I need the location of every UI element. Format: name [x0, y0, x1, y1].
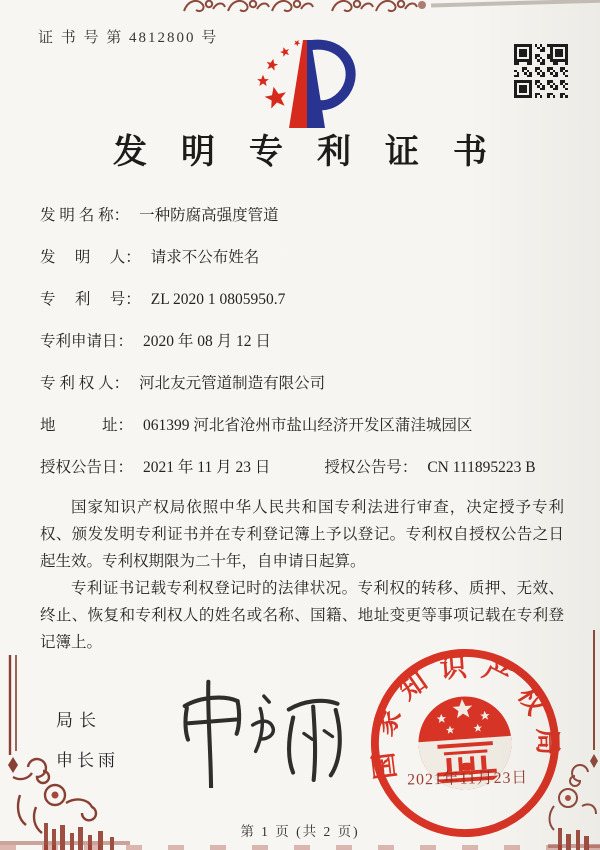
director-name-label: 申长雨 — [56, 751, 119, 770]
field-value: 061399 河北省沧州市盐山经济开发区蒲洼城园区 — [143, 417, 473, 434]
qr-code — [514, 44, 568, 98]
legal-text — [40, 494, 564, 656]
official-seal — [359, 637, 570, 848]
field-label: 授权公告号： — [324, 459, 418, 476]
top-border-ornament — [182, 0, 438, 14]
field-label: 专 利 号： — [40, 291, 141, 308]
field-value: CN 111895223 B — [427, 459, 536, 476]
photo-edge-artifact — [431, 0, 600, 7]
seal-ring-text: 国家知识产权局 — [366, 651, 564, 781]
field-application-date — [40, 329, 566, 355]
field-patent-number — [40, 287, 566, 313]
seal-date-text: 2021年11月23日 — [407, 769, 529, 789]
field-label: 专利申请日： — [40, 333, 134, 350]
director-title-label: 局长 — [56, 711, 102, 730]
director-signature — [168, 676, 348, 788]
certificate-title: 发明专利证书 — [113, 134, 521, 171]
field-label: 发 明 人： — [40, 249, 141, 266]
field-patentee — [40, 371, 566, 397]
field-invention-name — [40, 203, 566, 229]
field-value: 2021 年 11 月 23 日 — [143, 459, 271, 476]
cnipa-logo — [246, 36, 368, 132]
field-label: 发 明 名 称： — [40, 207, 130, 224]
certificate-number: 证 书 号 第 4812800 号 — [38, 30, 219, 46]
legal-paragraph-2: 专利证书记载专利权登记时的法律状况。专利权的转移、质押、无效、终止、恢复和专利权人的姓名或名称、国籍、地址变更等事项记载在专利登记簿上。 — [40, 580, 564, 651]
field-grant-row — [40, 455, 566, 481]
field-inventor — [40, 245, 566, 271]
legal-paragraph-1: 国家知识产权局依照中华人民共和国专利法进行审查，决定授予专利权、颁发发明专利证书并在专利登记簿上予以登记。专利权自授权公告之日起生效。专利权期限为二十年，自申请日起算。 — [40, 499, 564, 570]
field-value: 一种防腐高强度管道 — [139, 207, 279, 224]
field-label: 授权公告日： — [40, 459, 134, 476]
field-address — [40, 413, 566, 439]
field-value: 请求不公布姓名 — [150, 249, 260, 266]
logo-wedge-red — [289, 40, 307, 128]
field-list — [40, 203, 566, 497]
bottom-border-dashes — [0, 845, 600, 850]
logo-wedge-blue — [307, 40, 325, 128]
signature-strokes — [168, 676, 348, 788]
field-label: 专 利 权 人： — [40, 375, 130, 392]
field-value: 2020 年 08 月 12 日 — [143, 333, 271, 350]
page-number: 第 1 页 (共 2 页) — [240, 824, 360, 839]
field-value: 河北友元管道制造有限公司 — [139, 375, 326, 392]
field-value: ZL 2020 1 0805950.7 — [150, 291, 286, 308]
field-label: 地 址： — [40, 417, 134, 434]
